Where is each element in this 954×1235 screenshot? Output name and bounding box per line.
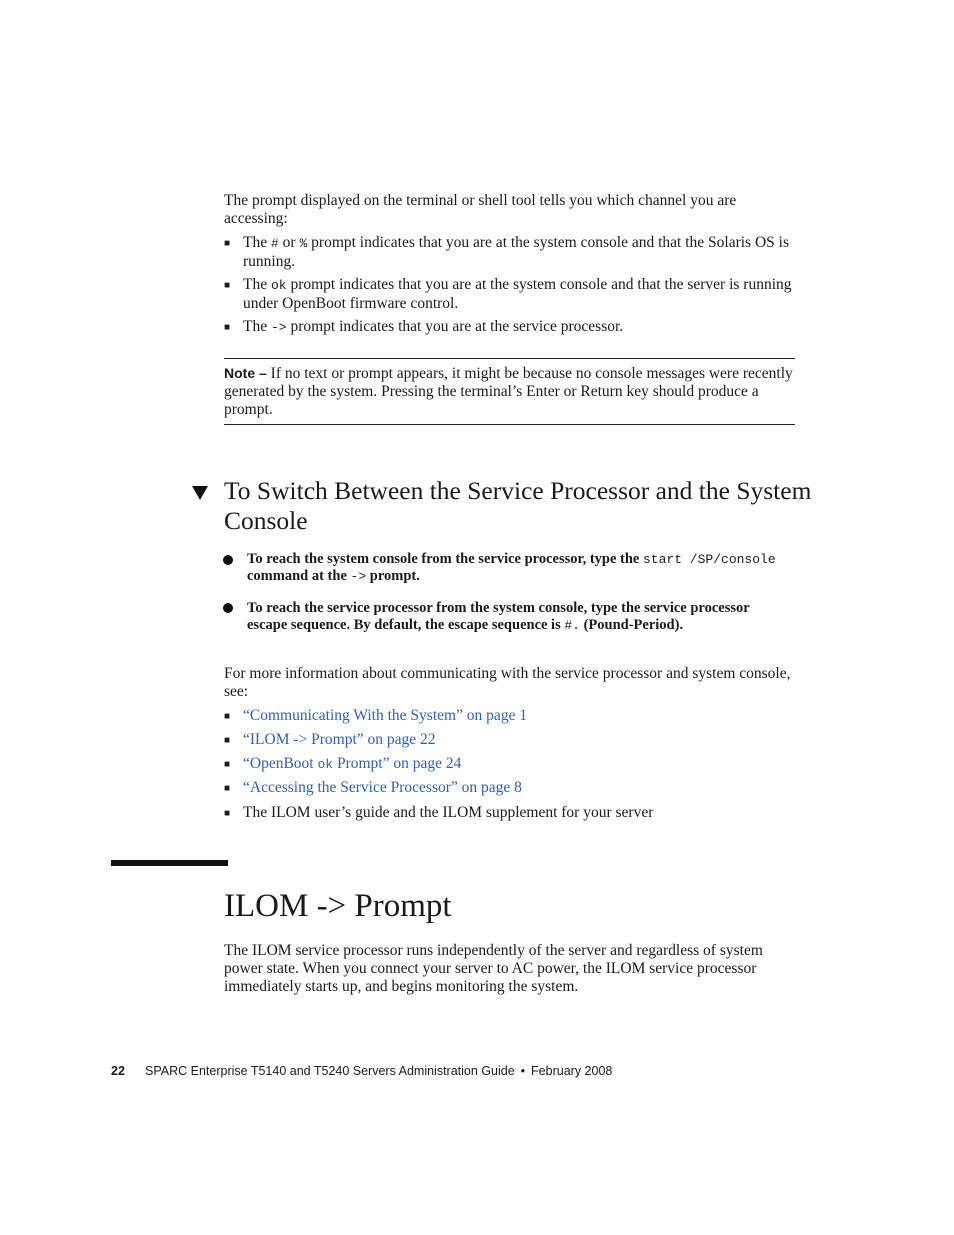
list-item: The ok prompt indicates that you are at the system console and that the server is running under OpenBoot firmware control.	[243, 276, 792, 312]
procedure-step: To reach the service processor from the system console, type the service processor escape sequence. By default, the escape sequence is #. (Pound-Period).	[247, 600, 750, 633]
list-item: The # or % prompt indicates that you are at the system console and that the Solaris OS is running.	[243, 234, 789, 270]
section-rule	[111, 860, 228, 866]
bullet-icon: ■	[224, 783, 231, 794]
bullet-icon: ■	[224, 238, 231, 249]
footer-title: SPARC Enterprise T5140 and T5240 Servers Administration Guide	[145, 1064, 515, 1078]
note-bottom-rule	[224, 424, 795, 425]
footer-text	[145, 1064, 612, 1079]
procedure-title: To Switch Between the Service Processor and the System Console	[224, 476, 812, 535]
step-bullet-icon	[223, 603, 233, 613]
bullet-icon: ■	[224, 808, 231, 819]
footer-date: February 2008	[531, 1064, 613, 1078]
link-ilom-prompt[interactable]: “ILOM -> Prompt” on page 22	[243, 731, 436, 748]
bullet-icon: ■	[224, 759, 231, 770]
section-title: ILOM -> Prompt	[224, 888, 452, 924]
section-paragraph: The ILOM service processor runs independently of the server and regardless of system power state. When you connect your server to AC power, the ILOM service processor immediately starts up, and begins monitoring the system.	[224, 942, 763, 995]
link-accessing-service-processor[interactable]: “Accessing the Service Processor” on page 8	[243, 779, 522, 796]
intro-paragraph: The prompt displayed on the terminal or shell tool tells you which channel you are accessing:	[224, 192, 737, 227]
list-item: The -> prompt indicates that you are at the service processor.	[243, 318, 624, 335]
note	[224, 364, 796, 419]
step-bullet-icon	[223, 555, 233, 565]
bullet-icon: ■	[224, 711, 231, 722]
link-communicating-with-system[interactable]: “Communicating With the System” on page 1	[243, 707, 528, 724]
bullet-icon: ■	[224, 280, 231, 291]
page-number: 22	[111, 1064, 125, 1078]
list-item: The ILOM user’s guide and the ILOM supplement for your server	[243, 804, 654, 821]
triangle-down-icon	[192, 486, 208, 500]
note-top-rule	[224, 358, 795, 359]
bullet-icon: ■	[224, 322, 231, 333]
link-openboot-ok-prompt[interactable]: “OpenBoot ok Prompt” on page 24	[243, 755, 462, 772]
footer-separator: •	[520, 1064, 526, 1078]
note-label: Note –	[224, 365, 267, 381]
bullet-icon: ■	[224, 735, 231, 746]
note-text: If no text or prompt appears, it might be because no console messages were recently generated by the system. Pressing the terminal’s Enter or Return key should produce a prompt.	[224, 365, 793, 418]
more-info-paragraph: For more information about communicating with the service processor and system console, see:	[224, 665, 791, 700]
procedure-step: To reach the system console from the service processor, type the start /SP/console command at the -> prompt.	[247, 551, 776, 584]
